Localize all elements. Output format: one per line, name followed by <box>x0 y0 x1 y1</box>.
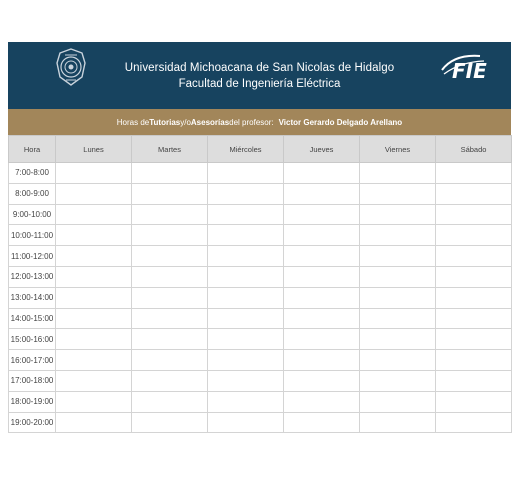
schedule-row <box>9 204 512 225</box>
fie-logo-text: FIE <box>452 59 487 82</box>
schedule-row <box>9 163 512 184</box>
schedule-slot-cell[interactable] <box>208 412 284 433</box>
banner-text-1: Horas de <box>116 117 150 127</box>
schedule-slot-cell[interactable] <box>56 391 132 412</box>
schedule-slot-cell[interactable] <box>284 329 360 350</box>
fie-logo-icon <box>440 52 496 82</box>
column-header-day: Sábado <box>436 136 512 163</box>
column-header-day: Jueves <box>284 136 360 163</box>
schedule-table <box>8 135 512 433</box>
schedule-slot-cell[interactable] <box>360 287 436 308</box>
schedule-slot-cell[interactable] <box>208 246 284 267</box>
banner-text-3: del profesor: <box>229 117 274 127</box>
schedule-slot-cell[interactable] <box>208 287 284 308</box>
schedule-slot-cell[interactable] <box>360 225 436 246</box>
hour-cell: 10:00-11:00 <box>9 225 56 246</box>
schedule-header-row <box>9 136 512 163</box>
schedule-slot-cell[interactable] <box>208 308 284 329</box>
banner-tutorias: Tutorias <box>149 117 181 127</box>
hour-cell: 15:00-16:00 <box>9 329 56 350</box>
schedule-slot-cell[interactable] <box>284 412 360 433</box>
schedule-slot-cell[interactable] <box>132 204 208 225</box>
schedule-row <box>9 329 512 350</box>
schedule-slot-cell[interactable] <box>132 183 208 204</box>
schedule-slot-cell[interactable] <box>360 329 436 350</box>
schedule-slot-cell[interactable] <box>436 163 512 184</box>
banner-asesorias: Asesorías <box>190 117 230 127</box>
banner-text-2: y/o <box>180 117 191 127</box>
schedule-row <box>9 370 512 391</box>
schedule-slot-cell[interactable] <box>360 391 436 412</box>
tutoring-banner <box>8 109 511 135</box>
schedule-slot-cell[interactable] <box>436 225 512 246</box>
schedule-slot-cell[interactable] <box>360 350 436 371</box>
schedule-slot-cell[interactable] <box>56 266 132 287</box>
schedule-sheet <box>8 42 511 433</box>
schedule-slot-cell[interactable] <box>208 350 284 371</box>
schedule-slot-cell[interactable] <box>436 246 512 267</box>
schedule-slot-cell[interactable] <box>284 308 360 329</box>
schedule-slot-cell[interactable] <box>436 412 512 433</box>
schedule-slot-cell[interactable] <box>360 246 436 267</box>
university-seal-icon <box>54 47 88 87</box>
schedule-slot-cell[interactable] <box>132 412 208 433</box>
schedule-slot-cell[interactable] <box>436 391 512 412</box>
schedule-slot-cell[interactable] <box>436 204 512 225</box>
schedule-slot-cell[interactable] <box>436 183 512 204</box>
schedule-row <box>9 183 512 204</box>
header-banner <box>8 42 511 109</box>
schedule-slot-cell[interactable] <box>132 370 208 391</box>
schedule-slot-cell[interactable] <box>132 391 208 412</box>
schedule-slot-cell[interactable] <box>132 350 208 371</box>
schedule-slot-cell[interactable] <box>208 204 284 225</box>
schedule-row <box>9 412 512 433</box>
schedule-slot-cell[interactable] <box>208 163 284 184</box>
professor-name: Victor Gerardo Delgado Arellano <box>278 117 403 127</box>
schedule-row <box>9 287 512 308</box>
hour-cell: 8:00-9:00 <box>9 183 56 204</box>
schedule-slot-cell[interactable] <box>56 163 132 184</box>
column-header-day: Lunes <box>56 136 132 163</box>
schedule-slot-cell[interactable] <box>56 204 132 225</box>
schedule-slot-cell[interactable] <box>208 225 284 246</box>
schedule-slot-cell[interactable] <box>56 308 132 329</box>
schedule-row <box>9 391 512 412</box>
schedule-slot-cell[interactable] <box>132 163 208 184</box>
schedule-slot-cell[interactable] <box>56 329 132 350</box>
schedule-slot-cell[interactable] <box>360 308 436 329</box>
header-titles <box>125 60 394 92</box>
schedule-slot-cell[interactable] <box>284 350 360 371</box>
schedule-slot-cell[interactable] <box>284 225 360 246</box>
schedule-row <box>9 225 512 246</box>
hour-cell: 12:00-13:00 <box>9 266 56 287</box>
schedule-slot-cell[interactable] <box>208 183 284 204</box>
faculty-name: Facultad de Ingeniería Eléctrica <box>178 77 341 90</box>
schedule-slot-cell[interactable] <box>284 163 360 184</box>
schedule-slot-cell[interactable] <box>284 370 360 391</box>
hour-cell: 18:00-19:00 <box>9 391 56 412</box>
schedule-slot-cell[interactable] <box>284 183 360 204</box>
schedule-slot-cell[interactable] <box>284 266 360 287</box>
schedule-slot-cell[interactable] <box>284 287 360 308</box>
schedule-slot-cell[interactable] <box>208 329 284 350</box>
schedule-slot-cell[interactable] <box>436 329 512 350</box>
schedule-row <box>9 350 512 371</box>
hour-cell: 14:00-15:00 <box>9 308 56 329</box>
schedule-slot-cell[interactable] <box>56 412 132 433</box>
column-header-day: Miércoles <box>208 136 284 163</box>
schedule-slot-cell[interactable] <box>132 246 208 267</box>
schedule-slot-cell[interactable] <box>56 183 132 204</box>
hour-cell: 9:00-10:00 <box>9 204 56 225</box>
schedule-slot-cell[interactable] <box>132 308 208 329</box>
schedule-slot-cell[interactable] <box>436 287 512 308</box>
hour-cell: 11:00-12:00 <box>9 246 56 267</box>
hour-cell: 19:00-20:00 <box>9 412 56 433</box>
university-name: Universidad Michoacana de San Nicolas de Hidalgo <box>124 61 395 74</box>
schedule-slot-cell[interactable] <box>208 266 284 287</box>
schedule-slot-cell[interactable] <box>132 329 208 350</box>
schedule-slot-cell[interactable] <box>56 246 132 267</box>
hour-cell: 17:00-18:00 <box>9 370 56 391</box>
schedule-slot-cell[interactable] <box>132 266 208 287</box>
schedule-slot-cell[interactable] <box>132 225 208 246</box>
schedule-slot-cell[interactable] <box>208 370 284 391</box>
column-header-day: Martes <box>132 136 208 163</box>
schedule-slot-cell[interactable] <box>436 370 512 391</box>
schedule-row <box>9 246 512 267</box>
schedule-slot-cell[interactable] <box>284 391 360 412</box>
schedule-slot-cell[interactable] <box>56 225 132 246</box>
schedule-slot-cell[interactable] <box>360 370 436 391</box>
column-header-hora: Hora <box>9 136 56 163</box>
schedule-row <box>9 308 512 329</box>
schedule-slot-cell[interactable] <box>284 204 360 225</box>
schedule-slot-cell[interactable] <box>436 350 512 371</box>
schedule-slot-cell[interactable] <box>132 287 208 308</box>
schedule-slot-cell[interactable] <box>56 287 132 308</box>
schedule-slot-cell[interactable] <box>436 308 512 329</box>
hour-cell: 16:00-17:00 <box>9 350 56 371</box>
schedule-slot-cell[interactable] <box>208 391 284 412</box>
hour-cell: 13:00-14:00 <box>9 287 56 308</box>
schedule-row <box>9 266 512 287</box>
schedule-slot-cell[interactable] <box>436 266 512 287</box>
schedule-slot-cell[interactable] <box>284 246 360 267</box>
schedule-slot-cell[interactable] <box>360 412 436 433</box>
schedule-slot-cell[interactable] <box>56 350 132 371</box>
schedule-slot-cell[interactable] <box>360 163 436 184</box>
schedule-slot-cell[interactable] <box>360 183 436 204</box>
column-header-day: Viernes <box>360 136 436 163</box>
schedule-body <box>9 163 512 433</box>
schedule-slot-cell[interactable] <box>360 266 436 287</box>
schedule-slot-cell[interactable] <box>360 204 436 225</box>
schedule-slot-cell[interactable] <box>56 370 132 391</box>
hour-cell: 7:00-8:00 <box>9 163 56 184</box>
